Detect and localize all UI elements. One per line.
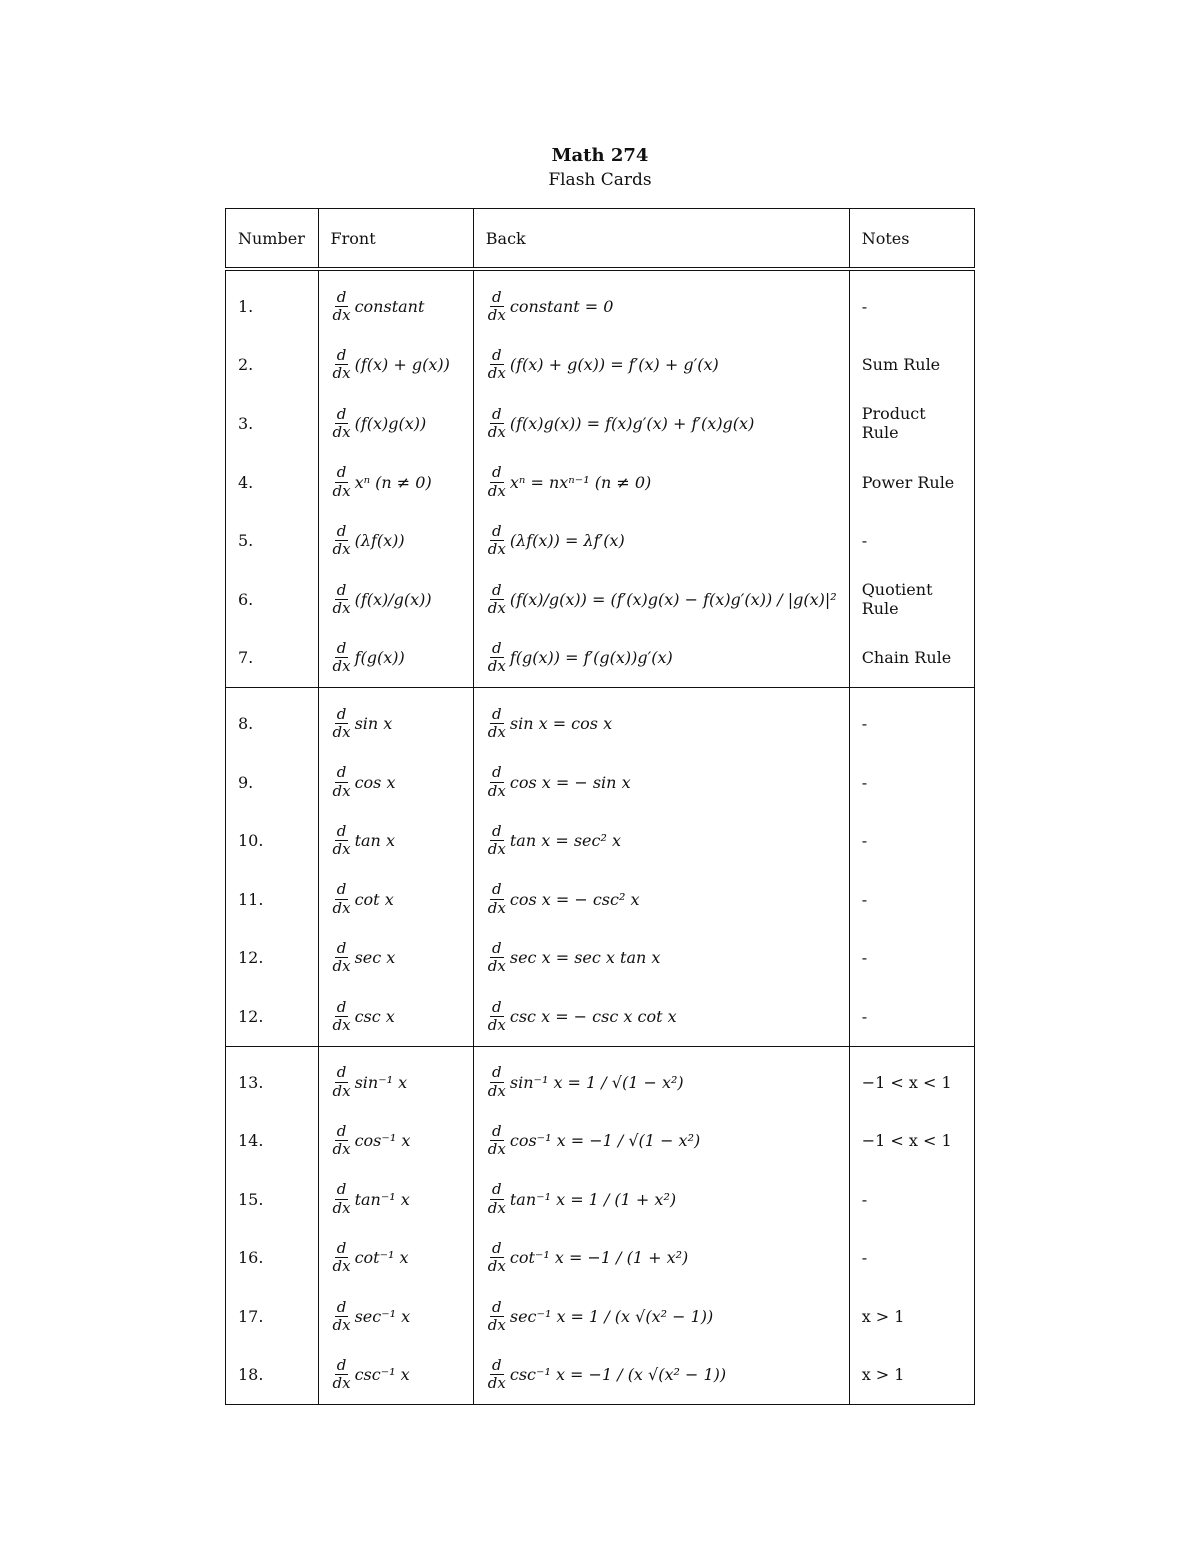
cell-notes: Chain Rule — [849, 629, 974, 688]
cell-notes: x > 1 — [849, 1287, 974, 1346]
cell-front-expression: (f(x) + g(x)) — [354, 355, 450, 375]
derivative-numerator: d — [492, 1356, 502, 1375]
table-row — [226, 1170, 975, 1229]
derivative-operator — [486, 706, 508, 742]
derivative-operator — [486, 640, 508, 676]
derivative-denominator: dx — [487, 1140, 506, 1159]
derivative-operator — [331, 881, 353, 917]
table-row — [226, 753, 975, 812]
derivative-denominator: dx — [332, 781, 351, 800]
cell-back-expression: f(g(x)) = f′(g(x))g′(x) — [509, 648, 673, 668]
derivative-operator — [331, 347, 353, 383]
derivative-numerator: d — [336, 939, 347, 958]
table-row — [226, 1229, 975, 1288]
page-title: Math 274 — [551, 145, 649, 166]
cell-back — [473, 394, 849, 453]
derivative-numerator: d — [336, 463, 347, 482]
derivative-numerator: d — [492, 346, 502, 365]
derivative-operator — [486, 881, 508, 917]
cell-number: 10. — [226, 811, 319, 870]
derivative-denominator: dx — [487, 840, 506, 859]
cell-back-expression: (f(x) + g(x)) = f′(x) + g′(x) — [509, 355, 719, 375]
derivative-denominator: dx — [332, 1257, 351, 1276]
table-row — [226, 336, 975, 395]
derivative-denominator: dx — [487, 1081, 506, 1100]
derivative-operator — [486, 1123, 508, 1159]
table-row — [226, 870, 975, 929]
derivative-operator — [331, 1181, 353, 1217]
cell-notes: - — [849, 1170, 974, 1229]
table-row — [226, 811, 975, 870]
cell-front — [318, 453, 473, 512]
cell-back-expression: sin x = cos x — [509, 713, 613, 733]
derivative-denominator: dx — [332, 1140, 351, 1159]
table-row — [226, 1046, 975, 1111]
derivative-numerator: d — [336, 1180, 347, 1199]
derivative-denominator: dx — [332, 957, 351, 976]
cell-notes: - — [849, 269, 974, 336]
cell-back-expression: tan⁻¹ x = 1 / (1 + x²) — [509, 1189, 677, 1209]
derivative-denominator: dx — [332, 657, 351, 676]
cell-front — [318, 511, 473, 570]
cell-number: 18. — [226, 1346, 319, 1405]
derivative-numerator: d — [492, 287, 502, 306]
derivative-numerator: d — [336, 1063, 347, 1082]
cell-front-expression: csc x — [354, 1006, 395, 1026]
cell-number: 7. — [226, 629, 319, 688]
cell-notes: - — [849, 511, 974, 570]
derivative-operator — [486, 940, 508, 976]
derivative-operator — [331, 289, 353, 325]
table-row — [226, 453, 975, 512]
derivative-denominator: dx — [332, 422, 351, 441]
column-header-number: Number — [226, 209, 319, 270]
derivative-operator — [331, 523, 353, 559]
table-row — [226, 570, 975, 629]
column-header-back: Back — [473, 209, 849, 270]
cell-number: 14. — [226, 1111, 319, 1170]
cell-front-expression: xⁿ (n ≠ 0) — [354, 472, 432, 492]
cell-front-expression: tan⁻¹ x — [354, 1189, 410, 1209]
derivative-operator — [331, 1299, 353, 1335]
cell-back-expression: csc x = − csc x cot x — [509, 1006, 677, 1026]
derivative-denominator: dx — [487, 1374, 506, 1393]
derivative-numerator: d — [492, 1063, 502, 1082]
cell-notes: x > 1 — [849, 1346, 974, 1405]
derivative-denominator: dx — [332, 1198, 351, 1217]
derivative-numerator: d — [492, 880, 502, 899]
derivative-operator — [486, 464, 508, 500]
derivative-denominator: dx — [332, 305, 351, 324]
derivative-numerator: d — [336, 1297, 347, 1316]
cell-notes: Quotient Rule — [849, 570, 974, 629]
cell-back — [473, 987, 849, 1046]
cell-number: 3. — [226, 394, 319, 453]
derivative-numerator: d — [492, 763, 502, 782]
derivative-numerator: d — [336, 580, 347, 599]
derivative-denominator: dx — [487, 1257, 506, 1276]
cell-back-expression: xⁿ = nxⁿ⁻¹ (n ≠ 0) — [509, 472, 652, 492]
derivative-denominator: dx — [487, 422, 506, 441]
cell-front-expression: tan x — [354, 831, 395, 851]
cell-front-expression: sec x — [354, 948, 396, 968]
derivative-denominator: dx — [487, 1315, 506, 1334]
cell-back-expression: (f(x)/g(x)) = (f′(x)g(x) − f(x)g′(x)) / |g(x)|² — [509, 589, 837, 609]
derivative-operator — [486, 1299, 508, 1335]
table-row — [226, 1346, 975, 1405]
derivative-operator — [331, 823, 353, 859]
derivative-operator — [331, 582, 353, 618]
cell-number: 12. — [226, 929, 319, 988]
derivative-numerator: d — [336, 997, 347, 1016]
derivative-numerator: d — [336, 821, 347, 840]
derivative-denominator: dx — [487, 722, 506, 741]
table-row — [226, 1287, 975, 1346]
derivative-numerator: d — [492, 639, 502, 658]
cell-front-expression: cot⁻¹ x — [354, 1248, 409, 1268]
derivative-operator — [331, 999, 353, 1035]
derivative-denominator: dx — [487, 1015, 506, 1034]
cell-front — [318, 1170, 473, 1229]
cell-back — [473, 811, 849, 870]
derivative-denominator: dx — [487, 481, 506, 500]
cell-back — [473, 1287, 849, 1346]
page-subtitle: Flash Cards — [548, 170, 652, 190]
derivative-numerator: d — [336, 704, 347, 723]
cell-notes: - — [849, 811, 974, 870]
derivative-operator — [486, 347, 508, 383]
derivative-numerator: d — [492, 704, 502, 723]
derivative-operator — [331, 406, 353, 442]
derivative-numerator: d — [336, 404, 347, 423]
derivative-numerator: d — [336, 1121, 347, 1140]
cell-notes: - — [849, 929, 974, 988]
derivative-denominator: dx — [487, 598, 506, 617]
table-row — [226, 269, 975, 336]
derivative-numerator: d — [492, 1239, 502, 1258]
table-row — [226, 987, 975, 1046]
derivative-numerator: d — [492, 521, 502, 540]
cell-back — [473, 929, 849, 988]
derivative-numerator: d — [492, 939, 502, 958]
column-header-notes: Notes — [849, 209, 974, 270]
cell-front-expression: csc⁻¹ x — [354, 1365, 410, 1385]
cell-notes: Power Rule — [849, 453, 974, 512]
cell-front — [318, 688, 473, 753]
cell-front — [318, 336, 473, 395]
derivative-operator — [486, 823, 508, 859]
flash-card-table — [225, 208, 975, 1405]
cell-notes: Sum Rule — [849, 336, 974, 395]
cell-front — [318, 870, 473, 929]
cell-front — [318, 269, 473, 336]
derivative-operator — [331, 464, 353, 500]
cell-back — [473, 1170, 849, 1229]
derivative-denominator: dx — [332, 1315, 351, 1334]
cell-front-expression: (f(x)/g(x)) — [354, 589, 432, 609]
derivative-operator — [486, 764, 508, 800]
cell-front-expression: (f(x)g(x)) — [354, 413, 427, 433]
derivative-operator — [486, 1240, 508, 1276]
derivative-denominator: dx — [332, 722, 351, 741]
derivative-numerator: d — [492, 463, 502, 482]
cell-back-expression: sec⁻¹ x = 1 / (x √(x² − 1)) — [509, 1306, 714, 1326]
derivative-numerator: d — [492, 997, 502, 1016]
cell-front — [318, 629, 473, 688]
cell-number: 17. — [226, 1287, 319, 1346]
cell-back — [473, 1046, 849, 1111]
derivative-denominator: dx — [487, 1198, 506, 1217]
derivative-denominator: dx — [487, 305, 506, 324]
cell-front — [318, 753, 473, 812]
derivative-operator — [486, 582, 508, 618]
column-header-front: Front — [318, 209, 473, 270]
table-body — [226, 269, 975, 1405]
derivative-numerator: d — [336, 763, 347, 782]
cell-back — [473, 269, 849, 336]
cell-back-expression: (f(x)g(x)) = f(x)g′(x) + f′(x)g(x) — [509, 413, 755, 433]
cell-notes: - — [849, 688, 974, 753]
derivative-operator — [486, 1181, 508, 1217]
derivative-denominator: dx — [332, 1081, 351, 1100]
cell-front — [318, 570, 473, 629]
cell-back-expression: cos x = − sin x — [509, 772, 631, 792]
cell-number: 16. — [226, 1229, 319, 1288]
table-row — [226, 511, 975, 570]
derivative-operator — [486, 289, 508, 325]
cell-front — [318, 1287, 473, 1346]
derivative-operator — [331, 640, 353, 676]
derivative-operator — [331, 764, 353, 800]
derivative-operator — [486, 999, 508, 1035]
derivative-operator — [331, 1357, 353, 1393]
derivative-numerator: d — [492, 1297, 502, 1316]
derivative-operator — [331, 940, 353, 976]
cell-number: 8. — [226, 688, 319, 753]
derivative-denominator: dx — [487, 898, 506, 917]
derivative-denominator: dx — [332, 1015, 351, 1034]
cell-back-expression: cot⁻¹ x = −1 / (1 + x²) — [509, 1248, 689, 1268]
cell-number: 2. — [226, 336, 319, 395]
derivative-denominator: dx — [332, 598, 351, 617]
derivative-numerator: d — [336, 346, 347, 365]
cell-front-expression: cos x — [354, 772, 396, 792]
derivative-operator — [331, 706, 353, 742]
derivative-numerator: d — [336, 521, 347, 540]
cell-back — [473, 570, 849, 629]
cell-notes: −1 < x < 1 — [849, 1111, 974, 1170]
derivative-denominator: dx — [332, 481, 351, 500]
cell-back-expression: sin⁻¹ x = 1 / √(1 − x²) — [509, 1072, 684, 1092]
cell-front-expression: (λf(x)) — [354, 531, 405, 551]
cell-notes: −1 < x < 1 — [849, 1046, 974, 1111]
cell-back-expression: cos x = − csc² x — [509, 889, 640, 909]
cell-back — [473, 688, 849, 753]
derivative-numerator: d — [336, 287, 347, 306]
cell-notes: - — [849, 1229, 974, 1288]
derivative-operator — [331, 1240, 353, 1276]
derivative-denominator: dx — [332, 840, 351, 859]
table-row — [226, 1111, 975, 1170]
derivative-denominator: dx — [332, 898, 351, 917]
derivative-denominator: dx — [487, 781, 506, 800]
cell-back — [473, 629, 849, 688]
derivative-numerator: d — [336, 1239, 347, 1258]
cell-notes: Product Rule — [849, 394, 974, 453]
derivative-numerator: d — [336, 639, 347, 658]
table-row — [226, 394, 975, 453]
table-header-row — [226, 209, 975, 270]
derivative-operator — [486, 406, 508, 442]
cell-number: 11. — [226, 870, 319, 929]
cell-number: 5. — [226, 511, 319, 570]
cell-back-expression: tan x = sec² x — [509, 831, 621, 851]
derivative-numerator: d — [492, 821, 502, 840]
cell-front-expression: constant — [354, 296, 425, 316]
cell-back — [473, 453, 849, 512]
derivative-numerator: d — [492, 1180, 502, 1199]
derivative-denominator: dx — [332, 1374, 351, 1393]
derivative-operator — [331, 1123, 353, 1159]
derivative-numerator: d — [336, 1356, 347, 1375]
derivative-operator — [486, 1064, 508, 1100]
derivative-numerator: d — [492, 580, 502, 599]
cell-number: 1. — [226, 269, 319, 336]
derivative-operator — [486, 1357, 508, 1393]
cell-front — [318, 987, 473, 1046]
cell-front — [318, 394, 473, 453]
cell-front-expression: f(g(x)) — [354, 648, 405, 668]
derivative-numerator: d — [492, 404, 502, 423]
cell-back-expression: csc⁻¹ x = −1 / (x √(x² − 1)) — [509, 1365, 727, 1385]
cell-front-expression: cos⁻¹ x — [354, 1131, 411, 1151]
cell-back — [473, 1229, 849, 1288]
table-row — [226, 629, 975, 688]
cell-back-expression: sec x = sec x tan x — [509, 948, 661, 968]
cell-back — [473, 511, 849, 570]
cell-front — [318, 1346, 473, 1405]
cell-front-expression: sin x — [354, 713, 393, 733]
cell-number: 6. — [226, 570, 319, 629]
derivative-operator — [331, 1064, 353, 1100]
cell-notes: - — [849, 870, 974, 929]
derivative-denominator: dx — [332, 540, 351, 559]
cell-front — [318, 1046, 473, 1111]
derivative-denominator: dx — [487, 957, 506, 976]
cell-back — [473, 1111, 849, 1170]
derivative-denominator: dx — [487, 657, 506, 676]
cell-number: 9. — [226, 753, 319, 812]
cell-back — [473, 1346, 849, 1405]
cell-number: 4. — [226, 453, 319, 512]
cell-front-expression: cot x — [354, 889, 394, 909]
cell-back — [473, 336, 849, 395]
cell-front-expression: sec⁻¹ x — [354, 1306, 411, 1326]
cell-front — [318, 1229, 473, 1288]
cell-notes: - — [849, 987, 974, 1046]
derivative-denominator: dx — [487, 540, 506, 559]
cell-number: 13. — [226, 1046, 319, 1111]
derivative-operator — [486, 523, 508, 559]
cell-front — [318, 929, 473, 988]
cell-number: 12. — [226, 987, 319, 1046]
cell-front — [318, 1111, 473, 1170]
cell-notes: - — [849, 753, 974, 812]
table-row — [226, 929, 975, 988]
cell-back — [473, 870, 849, 929]
cell-back — [473, 753, 849, 812]
derivative-numerator: d — [492, 1121, 502, 1140]
cell-front — [318, 811, 473, 870]
cell-back-expression: (λf(x)) = λf′(x) — [509, 531, 625, 551]
cell-back-expression: constant = 0 — [509, 296, 614, 316]
cell-front-expression: sin⁻¹ x — [354, 1072, 408, 1092]
cell-back-expression: cos⁻¹ x = −1 / √(1 − x²) — [509, 1131, 701, 1151]
derivative-denominator: dx — [332, 364, 351, 383]
derivative-denominator: dx — [487, 364, 506, 383]
table-row — [226, 688, 975, 753]
derivative-numerator: d — [336, 880, 347, 899]
cell-number: 15. — [226, 1170, 319, 1229]
